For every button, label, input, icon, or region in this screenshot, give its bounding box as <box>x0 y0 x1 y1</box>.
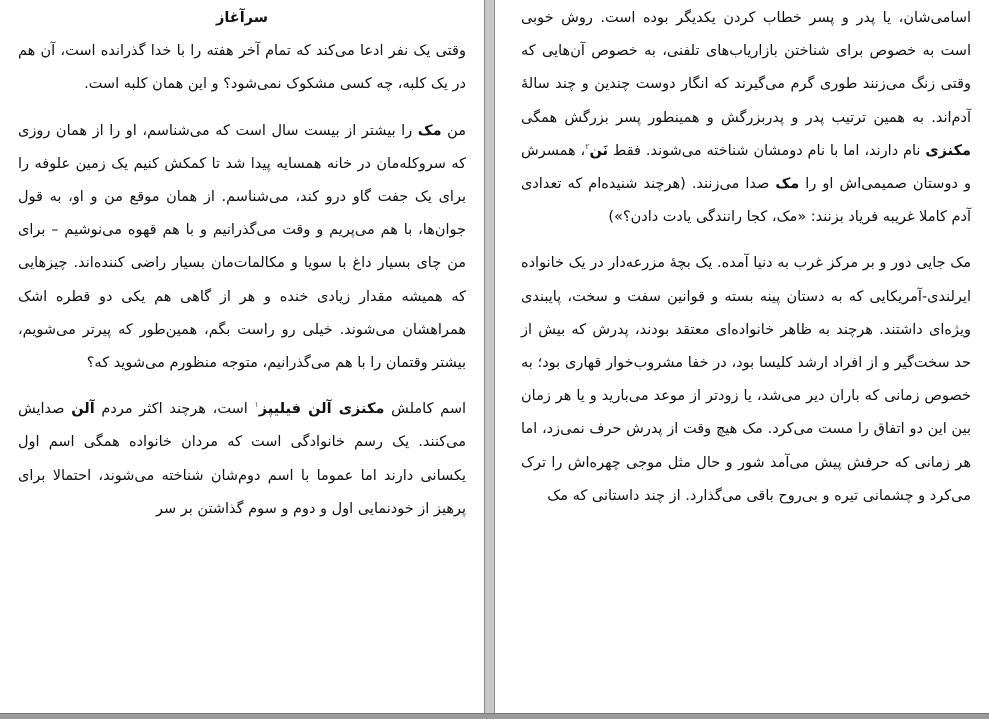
paragraph <box>18 35 466 101</box>
chapter-title: سرآغاز <box>216 10 268 26</box>
name-full: مکنزی آلن فیلیپز <box>258 401 385 418</box>
left-page <box>0 0 484 713</box>
text-run: را بیشتر از بیست سال است که می‌شناسم، او را از همان روزی که سروکله‌مان در خانه همسایه پیدا شد تا کمکش کنیم یک زمین علوفه را برای یک جفت گاو درو کند، می‌شناسم. از همان موقع من و او، به قول جوان‌ها، با هم می‌پریم و وقت می‌گذرانیم و با هم قهوه می‌نوشیم – برای من چای بسیار داغ با سویا و مکالمات‌مان بسیار راضی کننده‌اند. چیزهایی که همیشه مقدار زیادی خنده و هر از گاهی هم یکی دو قطره اشک همراهشان می‌شوند. خیلی رو راست بگم، همین‌طور که پیرتر می‌شویم، بیشتر وقتمان را با هم می‌گذرانیم، متوجه منظورم می‌شوید که؟ <box>18 122 466 372</box>
right-page <box>495 0 989 713</box>
name-mac: مک <box>417 122 442 139</box>
text-run: نام دارند، اما با نام دومشان شناخته می‌شوند. فقط <box>608 142 926 159</box>
text-run: است، هرچند اکثر مردم <box>94 401 255 418</box>
text-run: مک جایی دور و بر مرکز غرب به دنیا آمده. یک بچهٔ مزرعه‌دار در یک خانواده ایرلندی-آمریکایی که به دستان پینه بسته و قوانین سفت و سخت، پایبندی ویژه‌ای داشتند. هرچند به ظاهر خانواده‌ای معتقد بودند، پدرش که بیش از حد سخت‌گیر و از افراد ارشد کلیسا بود، در خفا مشروب‌خوار قهاری بود؛ به خصوص زمانی که باران دیر می‌شد، یا زودتر از موعد می‌بارید و یا هر زمان بین این دو اتفاق را مست می‌کرد. مک هیچ وقت از پدرش حرف نمی‌زد، اما هر زمانی که حرفش پیش می‌آمد شور و حال مثل موجی چهره‌اش را ترک می‌کرد و چشمانی تیره و بی‌روح باقی می‌گذارد. از چند داستانی که مک <box>521 255 971 504</box>
text-run: من <box>441 122 466 139</box>
name-nan: نَن <box>589 142 609 159</box>
text-run: ، همسرش و دوستان صمیمی‌اش او را <box>521 142 971 193</box>
text-run: اسم کاملش <box>384 401 467 418</box>
paragraph <box>18 115 466 381</box>
text-run: وقتی یک نفر ادعا می‌کند که تمام آخر هفته را با خدا گذرانده است، آن هم در یک کلبه، چه کسی مشکوک نمی‌شود؟ و این همان کلبه است. <box>18 43 466 93</box>
paragraph <box>521 247 971 513</box>
footnote-marker[interactable]: ۲ <box>585 141 590 151</box>
footnote-marker[interactable]: ۱ <box>254 400 259 410</box>
text-run: اسامی‌شان، یا پدر و پسر خطاب کردن یکدیگر بوده است. روش خوبی است به خصوص برای شناختن بازاریاب‌های تلفنی، به خصوص آن‌هایی که وقتی زنگ می‌زنند طوری گرم می‌گیرند که انگار دوست چندین و چند سالهٔ آدم‌اند. به همین ترتیب پدر و پدربزرگش و همینطور پسر بزرگش همگی <box>521 10 971 126</box>
bottom-scroll-edge <box>0 713 989 719</box>
name-mac: مک <box>775 176 800 193</box>
right-page-text <box>521 2 971 513</box>
text-run: صدایش می‌کنند. یک رسم خانوادگی است که مردان خانواده همگی اسم اول یکسانی دارند اما عموما با اسم دوم‌شان شناخته می‌شوند، احتمالا برای پرهیز از خودنمایی اول و دوم و سوم گذاشتن بر سر <box>18 401 466 517</box>
paragraph <box>521 2 971 234</box>
name-allen: آلن <box>71 401 95 418</box>
left-page-text <box>18 2 466 526</box>
paragraph <box>18 393 466 526</box>
page-gutter <box>484 0 495 719</box>
name-mackenzie: مکنزی <box>925 142 971 159</box>
text-run: صدا می‌زنند. (هرچند شنیده‌ام که تعدادی آدم کاملا غریبه فریاد بزنند: «مک، کجا رانندگی یادت دادن؟») <box>521 176 971 226</box>
